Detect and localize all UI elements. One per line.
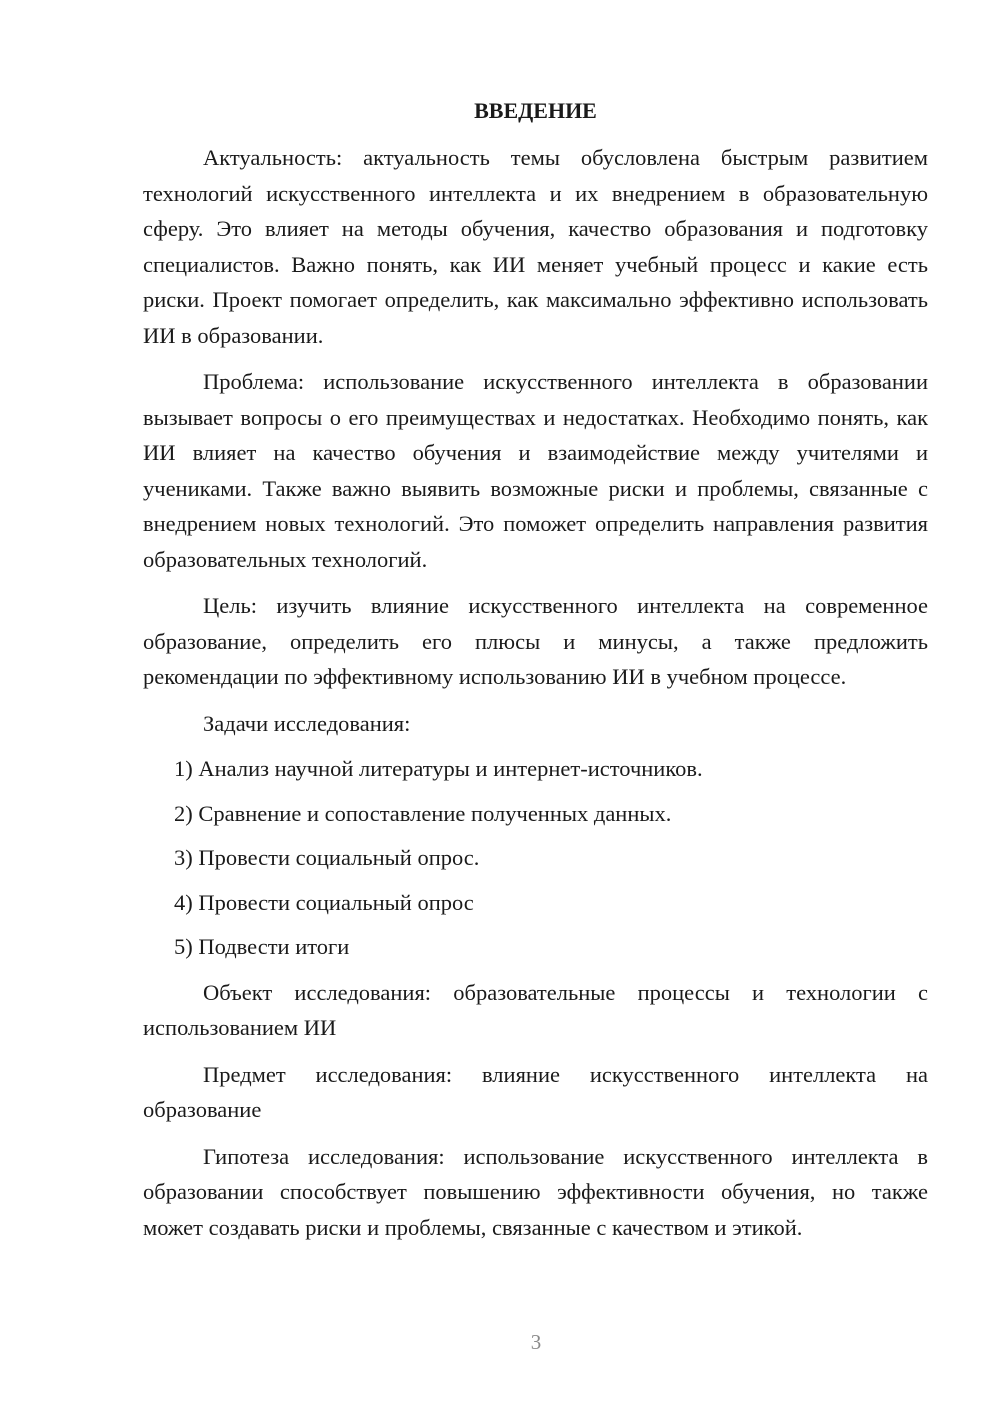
section-title: ВВЕДЕНИЕ bbox=[474, 98, 597, 123]
tasks-heading: Задачи исследования: bbox=[203, 710, 411, 736]
list-item: 5) Подвести итоги bbox=[174, 934, 350, 959]
object-paragraph: Объект исследования: образовательные процессы и технологии с использованием ИИ bbox=[143, 979, 928, 1040]
list-item: 3) Провести социальный опрос. bbox=[174, 845, 480, 870]
page-number: 3 bbox=[530, 1330, 542, 1354]
relevance-paragraph: Актуальность: актуальность темы обусловлена быстрым развитием технологий искусственного интеллекта и их внедрением в образовательную сферу. Это влияет на методы обучения, качество образования и подготовку специалистов. Важно понять, как ИИ меняет учебный процесс и какие есть риски. Проект помогает определить, как максимально эффективно использовать ИИ в образовании. bbox=[143, 145, 928, 348]
problem-paragraph: Проблема: использование искусственного интеллекта в образовании вызывает вопросы о его преимуществах и недостатках. Необходимо понять, как ИИ влияет на качество обучения и взаимодействие между учителями и учениками. Также важно выявить возможные риски и проблемы, связанные с внедрением новых технологий. Это поможет определить направления развития образовательных технологий. bbox=[143, 369, 928, 572]
list-item: 4) Провести социальный опрос bbox=[174, 889, 474, 915]
hypothesis-paragraph: Гипотеза исследования: использование искусственного интеллекта в образовании способствует повышению эффективности обучения, но также может создавать риски и проблемы, связанные с качеством и этикой. bbox=[143, 1143, 928, 1240]
subject-paragraph: Предмет исследования: влияние искусственного интеллекта на образование bbox=[143, 1061, 928, 1122]
tasks-list bbox=[143, 751, 928, 965]
list-item: 2) Сравнение и сопоставление полученных данных. bbox=[174, 800, 672, 826]
goal-paragraph: Цель: изучить влияние искусственного интеллекта на современное образование, определить его плюсы и минусы, а также предложить рекомендации по эффективному использованию ИИ в учебном процессе. bbox=[143, 593, 928, 689]
page-content bbox=[143, 96, 928, 1256]
list-item: 1) Анализ научной литературы и интернет-источников. bbox=[174, 756, 703, 781]
